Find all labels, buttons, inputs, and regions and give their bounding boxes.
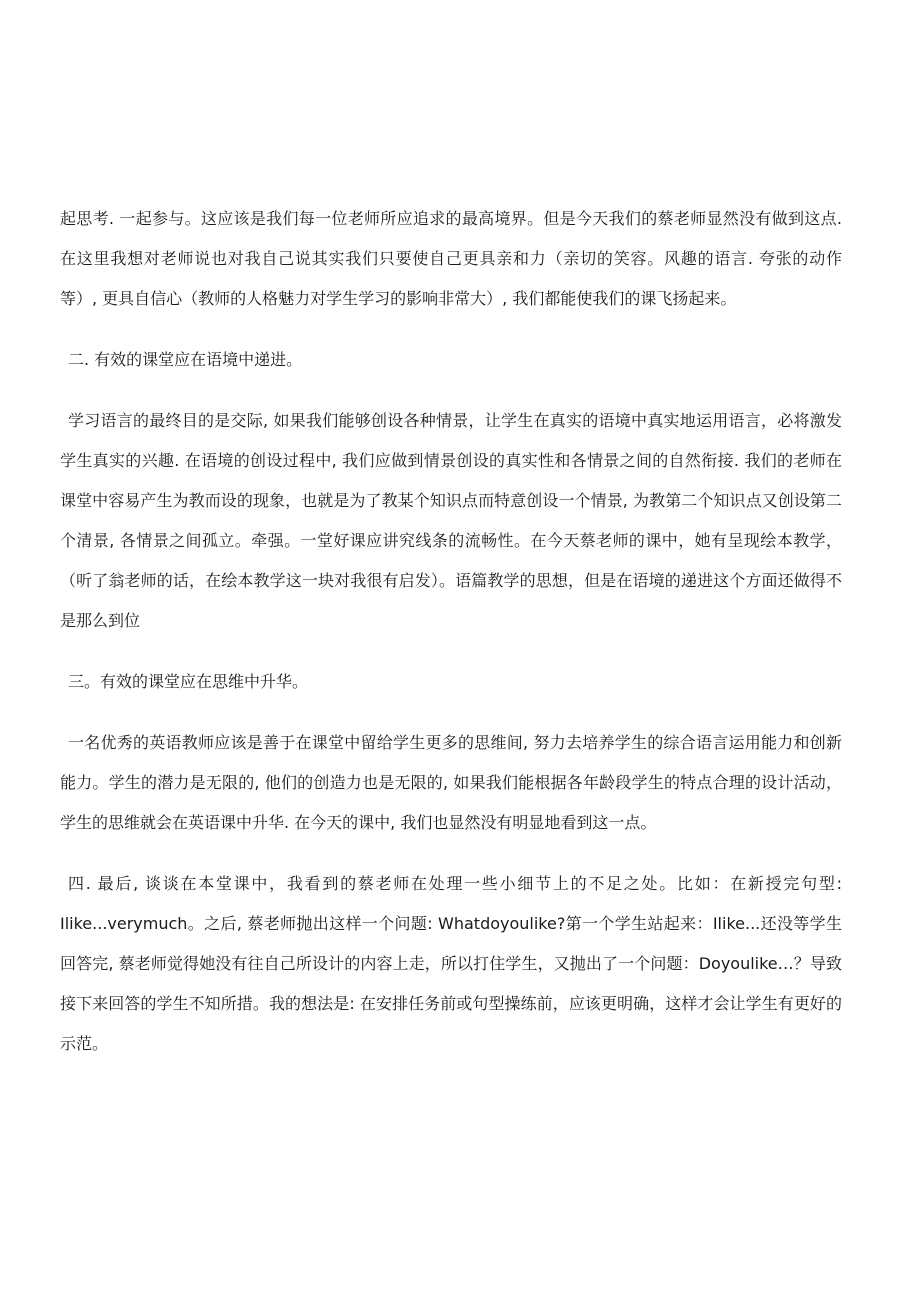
paragraph-thinking: 一名优秀的英语教师应该是善于在课堂中留给学生更多的思维间, 努力去培养学生的综合语言运用能力和创新能力。学生的潜力是无限的, 他们的创造力也是无限的, 如果我们能根据各年龄段学生的特点合理的设计活动，学生的思维就会在英语课中升华. 在今天的课中, 我们也显然没有明显地看到这一点。 [60, 733, 842, 832]
paragraph-details: 四. 最后, 谈谈在本堂课中，我看到的蔡老师在处理一些小细节上的不足之处。比如：在新授完句型: Ilike...verymuch。之后, 蔡老师抛出这样一个问题: Whatdoyoulike?第一个学生站起来：Ilike...还没等学生回答完, 蔡老师觉得她没有往自己所设计的内容上走，所以打住学生，又抛出了一个问题：Doyoulike…？导致接下来回答的学生不知所措。我的想法是: 在安排任务前或句型操练前，应该更明确，这样才会让学生有更好的示范。 [60, 874, 842, 1053]
section-heading-3: 三。有效的课堂应在思维中升华。 [68, 672, 309, 691]
paragraph-continuation: 起思考. 一起参与。这应该是我们每一位老师所应追求的最高境界。但是今天我们的蔡老师显然没有做到这点. 在这里我想对老师说也对我自己说其实我们只要使自己更具亲和力（亲切的笑容。风趣的语言. 夸张的动作等）, 更具自信心（教师的人格魅力对学生学习的影响非常大）, 我们都能使我们的课飞扬起来。 [60, 209, 842, 308]
document-page [60, 199, 842, 1064]
paragraph-context: 学习语言的最终目的是交际, 如果我们能够创设各种情景，让学生在真实的语境中真实地运用语言，必将激发学生真实的兴趣. 在语境的创设过程中, 我们应做到情景创设的真实性和各情景之间的自然衔接. 我们的老师在课堂中容易产生为教而设的现象，也就是为了教某个知识点而特意创设一个情景, 为教第二个知识点又创设第二个清景, 各情景之间孤立。牵强。一堂好课应讲究线条的流畅性。在今天蔡老师的课中，她有呈现绘本教学，（听了翁老师的话，在绘本教学这一块对我很有启发）。语篇教学的思想，但是在语境的递进这个方面还做得不是那么到位 [60, 411, 842, 630]
section-heading-2: 二. 有效的课堂应在语境中递进。 [68, 350, 303, 369]
